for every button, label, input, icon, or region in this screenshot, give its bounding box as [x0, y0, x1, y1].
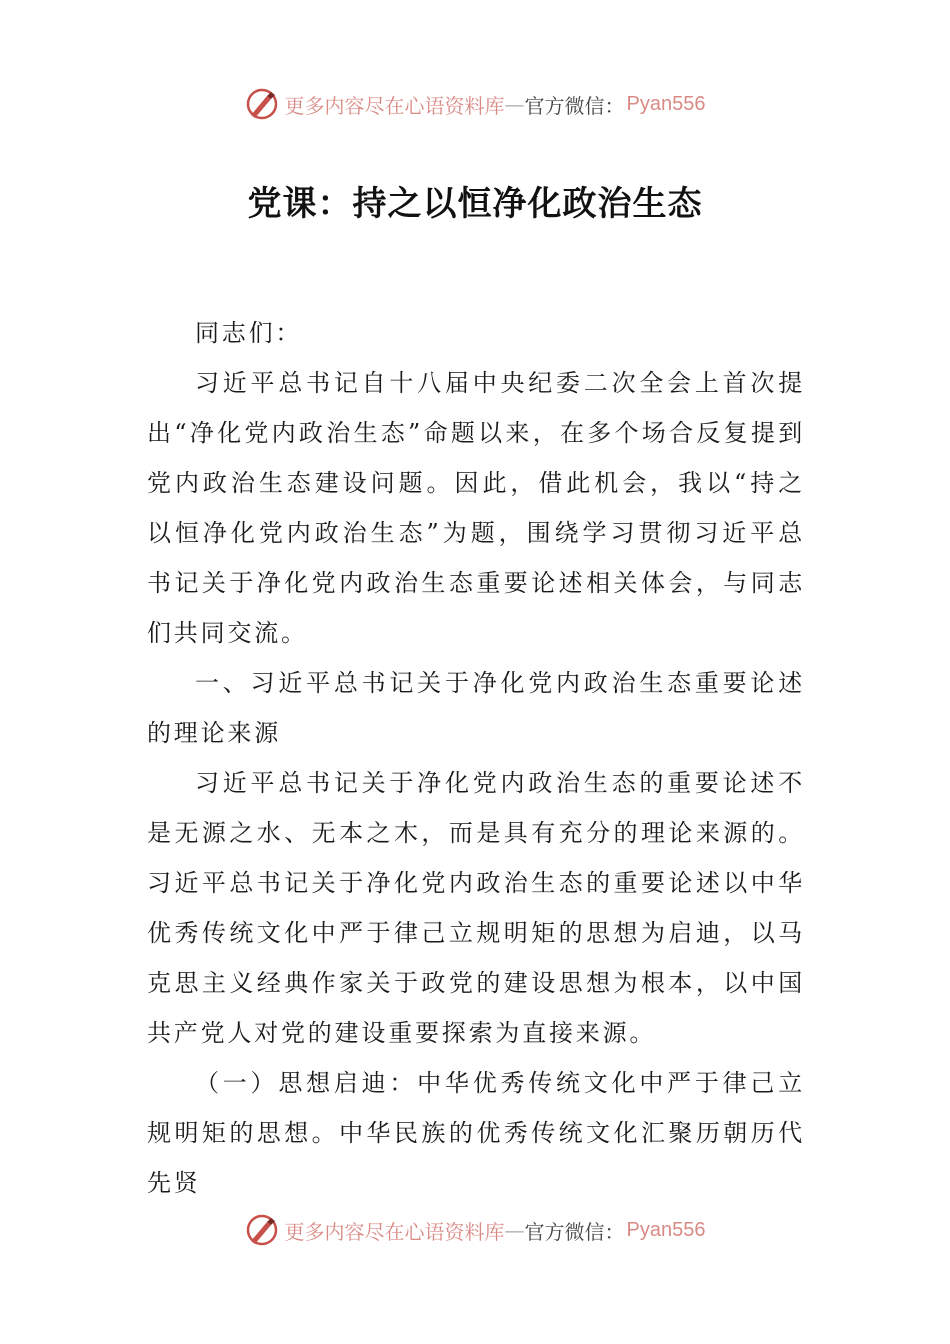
header-banner-text: 更多内容尽在心语资料库: [284, 93, 505, 118]
paragraph-intro: 习近平总书记自十八届中央纪委二次全会上首次提出“净化党内政治生态”命题以来，在多个场合反复提到党内政治生态建设问题。因此，借此机会，我以“持之以恒净化党内政治生态”为题，围绕学习贯彻习近平总书记关于净化党内政治生态重要论述相关体会，与同志们共同交流。: [147, 369, 805, 647]
section-heading-1: 一、习近平总书记关于净化党内政治生态重要论述的理论来源: [147, 669, 805, 747]
pen-circle-icon: [245, 87, 279, 121]
document-body: [147, 308, 805, 1208]
footer-banner-id: Pyan556: [626, 1218, 706, 1241]
document-title: 党课：持之以恒净化政治生态: [247, 184, 703, 224]
footer-banner-label: 官方微信：: [524, 1219, 625, 1244]
footer-banner-separator: —: [504, 1218, 525, 1242]
paragraph-salutation: 同志们：: [195, 319, 303, 347]
header-banner-separator: —: [504, 92, 525, 116]
paragraph-section-1: 习近平总书记关于净化党内政治生态的重要论述不是无源之水、无本之木，而是具有充分的理论来源的。习近平总书记关于净化党内政治生态的重要论述以中华优秀传统文化中严于律己立规明矩的思想为启迪，以马克思主义经典作家关于政党的建设思想为根本，以中国共产党人对党的建设重要探索为直接来源。: [147, 769, 805, 1047]
header-banner-label: 官方微信：: [524, 93, 625, 118]
header-banner-id: Pyan556: [626, 92, 706, 115]
footer-banner: [0, 1210, 950, 1250]
header-banner: [0, 84, 950, 124]
subsection-heading-1: （一）思想启迪：中华优秀传统文化中严于律己立规明矩的思想。中华民族的优秀传统文化汇聚历朝历代先贤: [147, 1069, 805, 1197]
footer-banner-text: 更多内容尽在心语资料库: [284, 1219, 505, 1244]
pen-circle-icon: [245, 1213, 279, 1247]
